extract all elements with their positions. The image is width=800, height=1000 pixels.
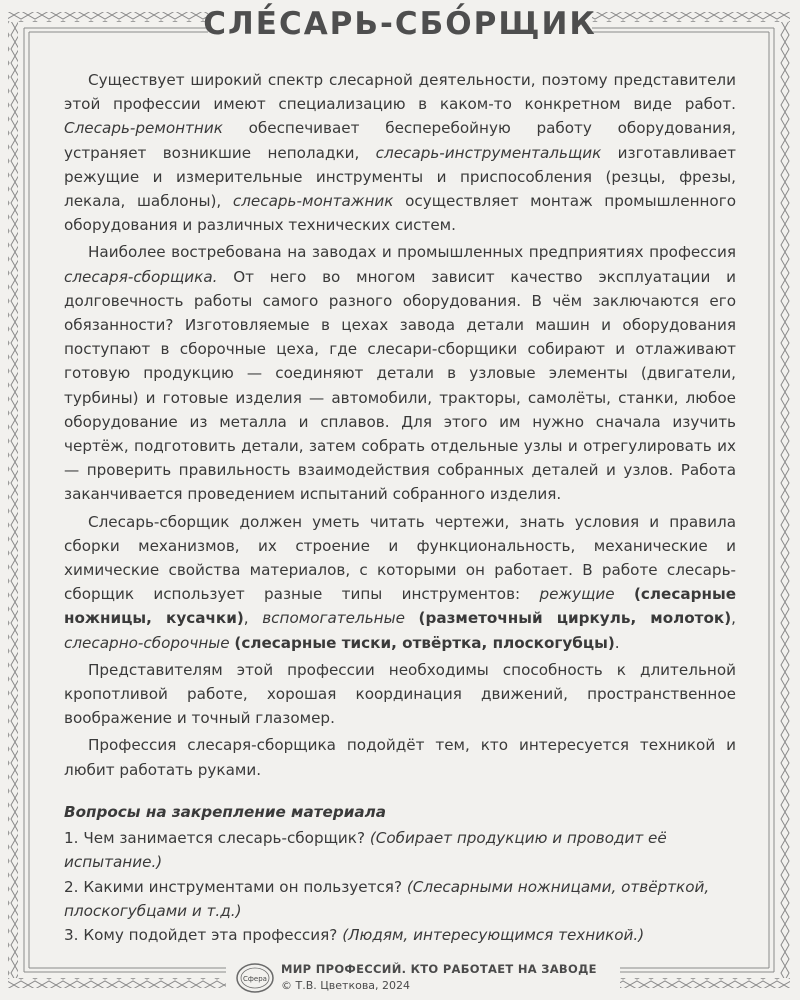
answer-text: (Людям, интересующимся техникой.) — [342, 925, 645, 944]
term: слесарь-инструментальщик — [375, 143, 602, 162]
page-footer — [235, 958, 615, 998]
paragraph-4: Представителям этой профессии необходимы способность к длительной кропотливой работе, хорошая координация движений, пространственное воображение и точный глазомер. — [64, 660, 736, 728]
term: вспомогательные — [262, 609, 405, 628]
tool-list: (разметочный циркуль, молоток) — [418, 609, 732, 628]
question-text: 2. Какими инструментами он пользуется? — [64, 877, 403, 896]
questions-heading: Вопросы на закрепление материала — [64, 802, 386, 821]
question-text: 1. Чем занимается слесарь-сборщик? — [64, 829, 365, 848]
text: Существует широкий спектр слесарной деятельности, поэтому представители этой профессии имеют специализацию в каком-то конкретном виде работ. — [64, 71, 736, 114]
text: осуществляет монтаж промышленного оборудования и различных технических систем. — [64, 192, 736, 235]
article-body — [64, 68, 736, 947]
paragraph-1 — [64, 68, 736, 237]
question-item — [64, 826, 736, 874]
tool-list: (слесарные ножницы, кусачки) — [64, 585, 737, 628]
logo-text: Сфера — [243, 975, 267, 983]
questions-list — [64, 826, 736, 947]
series-title: МИР ПРОФЕССИЙ. КТО РАБОТАЕТ НА ЗАВОДЕ — [281, 962, 597, 976]
copyright: © Т.В. Цветкова, 2024 — [281, 979, 411, 992]
term: слесарно-сборочные — [64, 633, 230, 652]
paragraph-2 — [64, 240, 736, 506]
paragraph-5: Профессия слесаря-сборщика подойдёт тем, кто интересуется техникой и любит работать руками. — [64, 736, 736, 779]
text: , — [243, 609, 263, 628]
term: слесарь-монтажник — [232, 192, 394, 211]
tool-list: (слесарные тиски, отвёртка, плоскогубцы) — [234, 633, 615, 652]
text: , — [731, 609, 736, 628]
text: . — [614, 633, 620, 652]
term: Слесарь-ремонтник — [64, 119, 223, 138]
question-item — [64, 923, 736, 947]
text: обеспечивает бесперебойную работу оборудования, устраняет возникшие неполадки, — [64, 119, 736, 162]
text: изготавливает режущие и измерительные инструменты и приспособления (резцы, фрезы, лекала, шаблоны), — [64, 143, 736, 211]
paragraph-3 — [64, 510, 736, 655]
term: режущие — [539, 585, 615, 604]
text: Слесарь-сборщик должен уметь читать чертежи, знать условия и правила сборки механизмов, их строение и функциональность, механические и химические свойства материалов, с которыми он работает. В работе слесарь-сборщик использует разные типы инструментов: — [64, 512, 736, 604]
text: Наиболее востребована на заводах и промышленных предприятиях профессия — [88, 243, 736, 262]
page-title: СЛЕ́САРЬ-СБО́РЩИК — [203, 6, 597, 42]
answer-text: (Слесарными ножницами, отвёрткой, плоскогубцами и т.д.) — [64, 877, 710, 920]
answer-text: (Собирает продукцию и проводит её испытание.) — [64, 829, 667, 872]
text: От него во многом зависит качество эксплуатации и долговечность работы самого разного оборудования. В чём заключаются его обязанности? Изготовляемые в цехах завода детали машин и оборудования поступают в сборочные цеха, где слесари-сборщики собирают и отлаживают готовую продукцию — соединяют детали в узловые элементы (двигатели, турбины) и готовые изделия — автомобили, тракторы, самолёты, станки, любое оборудование из металла и сплавов. Для этого им нужно сначала изучить чертёж, подготовить детали, затем собрать отдельные узлы и отрегулировать их — проверить правильность взаимодействия собранных деталей и узлов. Работа заканчивается проведением испытаний собранного изделия. — [64, 267, 736, 504]
question-item — [64, 875, 736, 923]
publisher-logo-icon — [235, 962, 275, 994]
term: слесаря-сборщика. — [64, 267, 218, 286]
question-text: 3. Кому подойдет эта профессия? — [64, 925, 338, 944]
